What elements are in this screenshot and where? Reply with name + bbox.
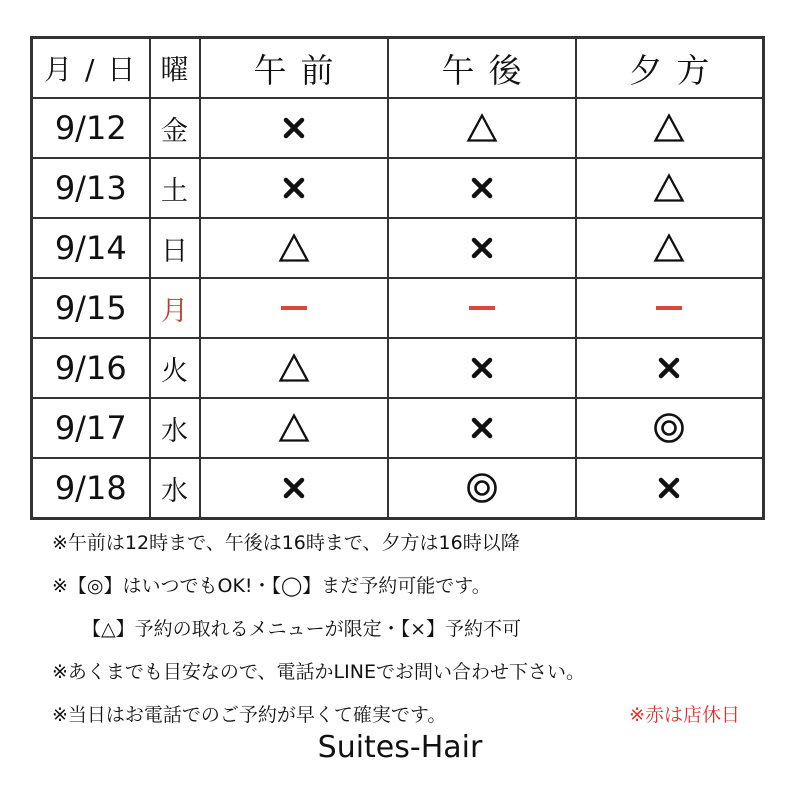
row-day-of-week: 日 <box>150 218 200 278</box>
triangle-icon <box>647 226 691 270</box>
row-date: 9/12 <box>32 98 150 158</box>
cell-evening <box>576 158 764 218</box>
cell-afternoon <box>388 338 576 398</box>
cell-morning <box>200 158 388 218</box>
triangle-icon <box>272 226 316 270</box>
triangle-icon <box>272 346 316 390</box>
table-row <box>32 338 764 398</box>
triangle-icon <box>272 406 316 450</box>
dash-icon <box>460 286 504 330</box>
note-legend-limited: 【△】予約の取れるメニューが限定・【×】予約不可 <box>82 618 522 640</box>
header-date: 月 / 日 <box>32 38 150 99</box>
triangle-icon <box>647 166 691 210</box>
table-row <box>32 398 764 458</box>
cell-evening <box>576 218 764 278</box>
header-evening: 夕方 <box>576 38 764 99</box>
row-date: 9/18 <box>32 458 150 519</box>
note-same-day-text: ※当日はお電話でのご予約が早くて確実です。 <box>52 704 447 726</box>
note-contact: ※あくまでも目安なので、電話かLINEでお問い合わせ下さい。 <box>52 661 585 683</box>
table-row <box>32 278 764 338</box>
cross-icon <box>272 466 316 510</box>
cross-icon <box>647 466 691 510</box>
cell-morning <box>200 338 388 398</box>
row-date: 9/15 <box>32 278 150 338</box>
row-day-of-week: 金 <box>150 98 200 158</box>
dash-icon <box>272 286 316 330</box>
cross-icon <box>647 346 691 390</box>
cross-icon <box>460 166 504 210</box>
double-circle-icon <box>460 466 504 510</box>
table-row <box>32 98 764 158</box>
schedule-table <box>30 36 765 520</box>
triangle-icon <box>460 106 504 150</box>
cell-evening <box>576 458 764 519</box>
header-day-of-week: 曜 <box>150 38 200 99</box>
cell-afternoon <box>388 398 576 458</box>
cell-afternoon <box>388 158 576 218</box>
row-day-of-week: 火 <box>150 338 200 398</box>
cell-morning <box>200 458 388 519</box>
cell-morning <box>200 278 388 338</box>
table-row <box>32 158 764 218</box>
row-date: 9/17 <box>32 398 150 458</box>
row-day-of-week: 土 <box>150 158 200 218</box>
notes <box>52 522 752 737</box>
cell-evening <box>576 398 764 458</box>
note-time-ranges: ※午前は12時まで、午後は16時まで、夕方は16時以降 <box>52 532 520 554</box>
header-afternoon: 午後 <box>388 38 576 99</box>
cross-icon <box>460 406 504 450</box>
cell-evening <box>576 278 764 338</box>
cell-afternoon <box>388 98 576 158</box>
header-morning: 午前 <box>200 38 388 99</box>
cell-morning <box>200 398 388 458</box>
dash-icon <box>647 286 691 330</box>
cross-icon <box>460 226 504 270</box>
table-row <box>32 218 764 278</box>
brand-name: Suites-Hair <box>317 730 483 765</box>
header-row <box>32 38 764 99</box>
row-day-of-week: 水 <box>150 458 200 519</box>
note-legend-available: ※【◎】はいつでもOK!・【◯】まだ予約可能です。 <box>52 575 491 597</box>
note-closed-days: ※赤は店休日 <box>629 704 740 726</box>
row-day-of-week: 水 <box>150 398 200 458</box>
triangle-icon <box>647 106 691 150</box>
cell-evening <box>576 98 764 158</box>
cell-morning <box>200 98 388 158</box>
row-date: 9/14 <box>32 218 150 278</box>
row-date: 9/16 <box>32 338 150 398</box>
cell-morning <box>200 218 388 278</box>
table-row <box>32 458 764 519</box>
cell-afternoon <box>388 278 576 338</box>
cross-icon <box>460 346 504 390</box>
cell-afternoon <box>388 458 576 519</box>
cross-icon <box>272 106 316 150</box>
row-day-of-week: 月 <box>150 278 200 338</box>
double-circle-icon <box>647 406 691 450</box>
cross-icon <box>272 166 316 210</box>
row-date: 9/13 <box>32 158 150 218</box>
cell-afternoon <box>388 218 576 278</box>
cell-evening <box>576 338 764 398</box>
